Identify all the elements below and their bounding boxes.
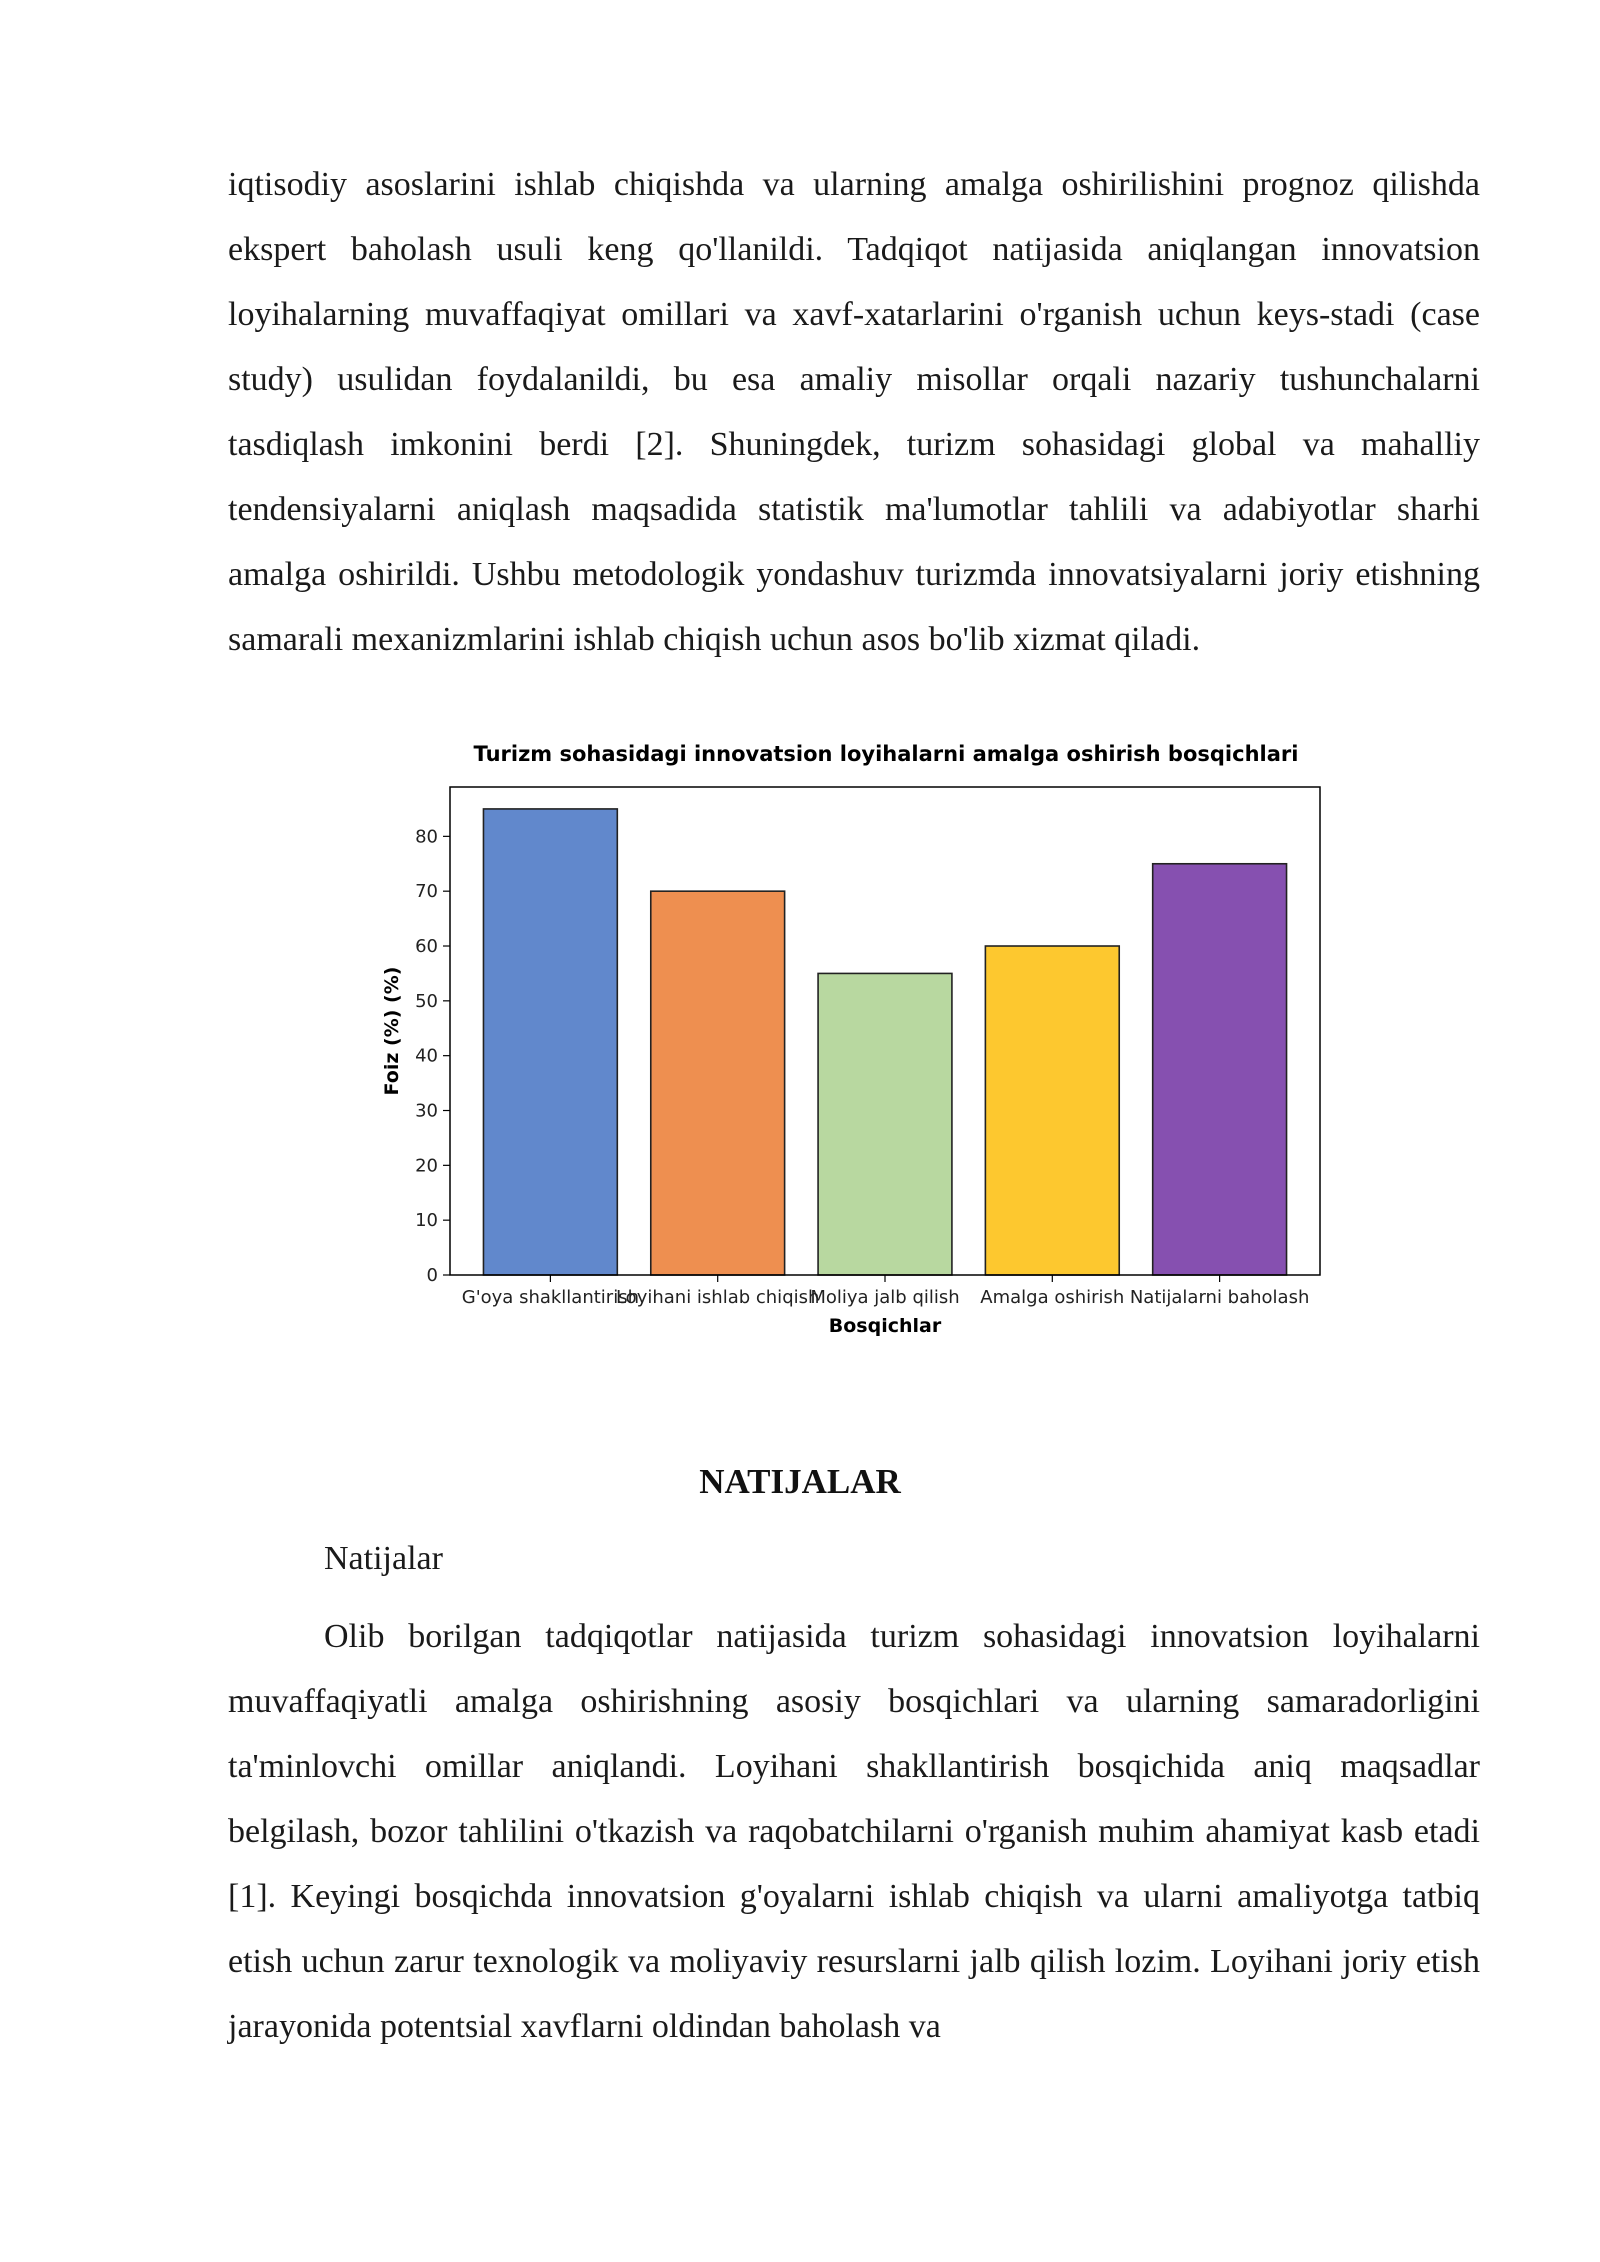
y-tick-label: 50 — [415, 990, 438, 1012]
chart-title: Turizm sohasidagi innovatsion loyihalarni amalga oshirish bosqichlari — [473, 742, 1299, 766]
y-tick-label: 10 — [415, 1210, 438, 1232]
subheading: Natijalar — [324, 1540, 443, 1577]
bar — [651, 891, 785, 1275]
y-tick-label: 40 — [415, 1045, 438, 1067]
y-tick-label: 80 — [415, 826, 438, 848]
y-tick-label: 20 — [415, 1155, 438, 1177]
x-tick-label: Moliya jalb qilish — [810, 1287, 960, 1308]
body-paragraph-1: iqtisodiy asoslarini ishlab chiqishda va ularning amalga oshirilishini prognoz qilishda ekspert baholash usuli keng qo'llanildi. Tadqiqot natijasida aniqlangan innovatsion loyihalarning muvaffaqiyat omillari va xavf-xatarlarini o'rganish uchun keys-stadi (case study) usulidan foydalanildi, bu esa amaliy misollar orqali nazariy tushunchalarni tasdiqlash imkonini berdi [2]. Shuningdek, turizm sohasidagi global va mahalliy tendensiyalarni aniqlash maqsadida statistik ma'lumotlar tahlili va adabiyotlar sharhi amalga oshirildi. Ushbu metodologik yondashuv turizmda innovatsiyalarni joriy etishning samarali mexanizmlarini ishlab chiqish uchun asos bo'lib xizmat qiladi. — [228, 166, 1480, 658]
x-tick-label: Natijalarni baholash — [1129, 1287, 1310, 1308]
bar — [1153, 864, 1287, 1275]
chart-plot-area — [415, 809, 1309, 1308]
x-tick-label: G'oya shakllantirish — [461, 1287, 640, 1308]
y-tick-label: 0 — [426, 1265, 438, 1286]
x-axis-label: Bosqichlar — [828, 1315, 942, 1337]
body-paragraph-2: Olib borilgan tadqiqotlar natijasida turizm sohasidagi innovatsion loyihalarni muvaffaqiyatli amalga oshirishning asosiy bosqichlari va ularning samaradorligini ta'minlovchi omillar aniqlandi. Loyihani shakllantirish bosqichida aniq maqsadlar belgilash, bozor tahlilini o'tkazish va raqobatchilarni o'rganish muhim ahamiyat kasb etadi [1]. Keyingi bosqichda innovatsion g'oyalarni ishlab chiqish va ularni amaliyotga tatbiq etish uchun zarur texnologik va moliyaviy resurslarni jalb qilish lozim. Loyihani joriy etish jarayonida potentsial xavflarni oldindan baholash va — [228, 1618, 1480, 2045]
x-tick-label: Loyihani ishlab chiqish — [615, 1287, 820, 1308]
x-tick-label: Amalga oshirish — [980, 1287, 1125, 1308]
y-axis-label: Foiz (%) (%) — [381, 966, 403, 1096]
y-tick-label: 60 — [415, 936, 438, 958]
bar — [985, 946, 1119, 1275]
section-heading: NATIJALAR — [699, 1462, 901, 1501]
bar — [483, 809, 617, 1275]
y-tick-label: 30 — [415, 1100, 438, 1122]
bar — [818, 973, 952, 1275]
bar-chart — [360, 735, 1340, 1345]
y-tick-label: 70 — [415, 881, 438, 903]
